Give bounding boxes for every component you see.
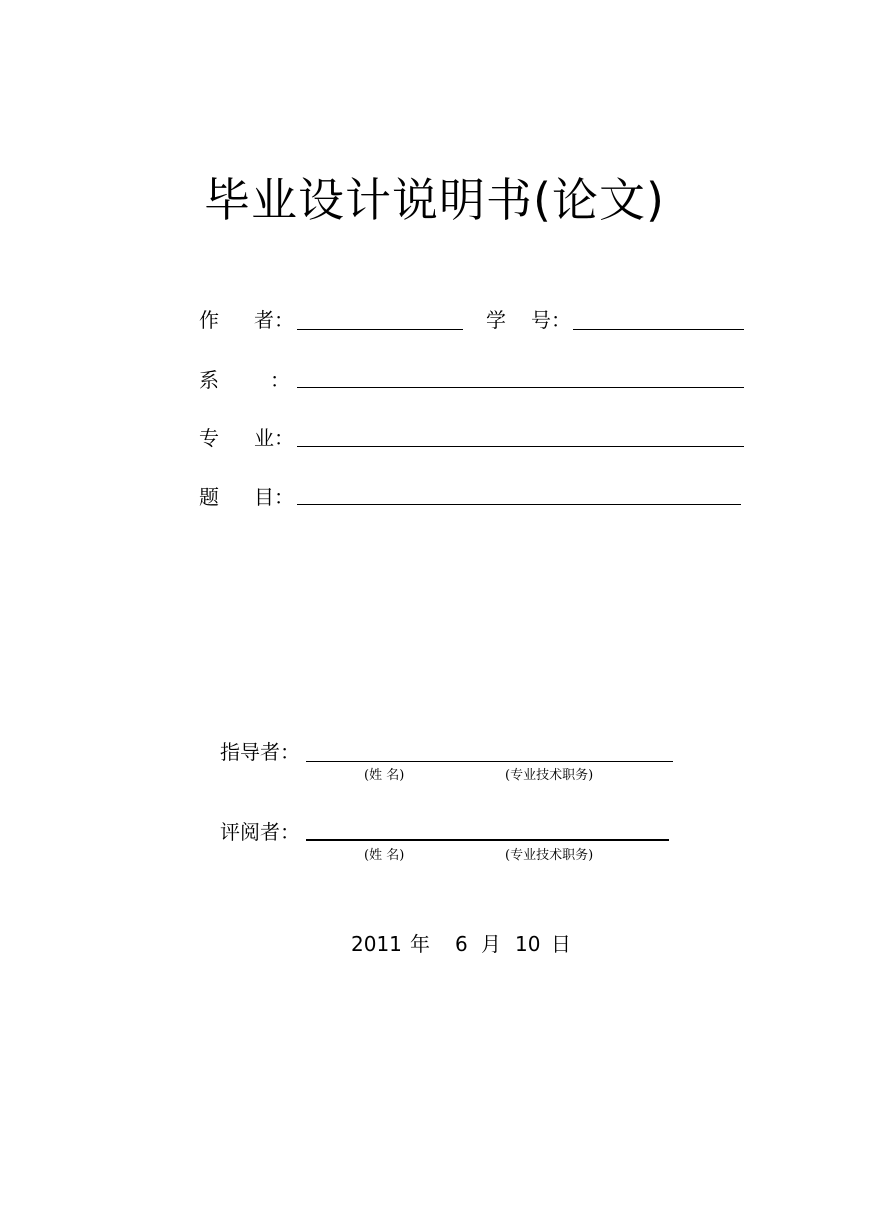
major-input-line[interactable] xyxy=(297,446,744,447)
major-label-char2: 业： xyxy=(254,426,294,450)
document-title: 毕业设计说明书(论文) xyxy=(204,173,665,227)
advisor-label: 指导者： xyxy=(220,740,300,764)
topic-label-char2: 目： xyxy=(254,485,294,509)
reviewer-input-line[interactable] xyxy=(306,839,669,841)
date-month-unit: 月 xyxy=(481,932,501,956)
author-label-char2: 者： xyxy=(254,308,294,332)
advisor-input-line[interactable] xyxy=(306,761,673,762)
author-label-char1: 作 xyxy=(199,308,219,332)
student-id-input-line[interactable] xyxy=(573,329,744,330)
author-input-line[interactable] xyxy=(297,329,463,330)
department-input-line[interactable] xyxy=(297,387,744,388)
date-day-unit: 日 xyxy=(551,932,571,956)
advisor-name-hint: (姓 名) xyxy=(364,768,405,783)
reviewer-title-hint: (专业技术职务) xyxy=(505,848,594,863)
topic-label-char1: 题 xyxy=(199,485,219,509)
topic-input-line[interactable] xyxy=(297,504,741,505)
date-year-unit: 年 xyxy=(410,932,430,956)
reviewer-label: 评阅者： xyxy=(220,820,300,844)
department-label-char2: ： xyxy=(270,368,290,392)
major-label-char1: 专 xyxy=(199,426,219,450)
reviewer-name-hint: (姓 名) xyxy=(364,848,405,863)
date-day: 10 xyxy=(515,932,541,956)
advisor-title-hint: (专业技术职务) xyxy=(505,768,594,783)
student-id-label-char1: 学 xyxy=(486,308,506,332)
date-year: 2011 xyxy=(351,932,402,956)
student-id-label-char2: 号： xyxy=(531,308,571,332)
date-month: 6 xyxy=(455,932,468,956)
department-label-char1: 系 xyxy=(199,368,219,392)
